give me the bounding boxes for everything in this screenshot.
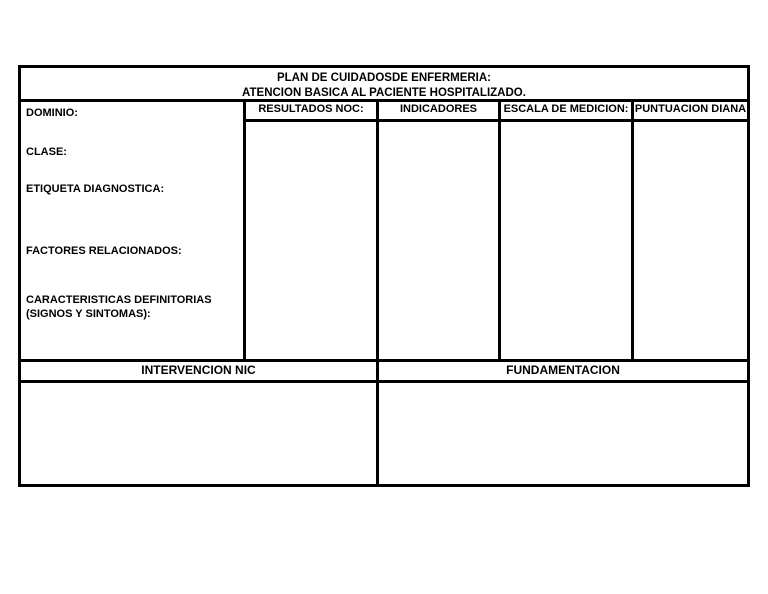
title-line-1: PLAN DE CUIDADOSDE ENFERMERIA:: [276, 72, 492, 84]
dominio-label: DOMINIO:: [26, 107, 78, 119]
resultados-noc-cell[interactable]: [246, 122, 376, 359]
divider: [243, 102, 246, 359]
title-line-2: ATENCION BASICA AL PACIENTE HOSPITALIZADO.: [242, 87, 526, 99]
intervencion-nic-header: INTERVENCION NIC: [141, 363, 256, 377]
puntuacion-diana-header: PUNTUACION DIANA: [634, 102, 747, 122]
divider: [498, 102, 501, 359]
divider: [631, 102, 634, 359]
intervencion-nic-cell[interactable]: [21, 383, 376, 484]
clase-label: CLASE:: [26, 146, 67, 158]
diagnosis-panel: [21, 102, 243, 359]
indicadores-cell[interactable]: [379, 122, 498, 359]
care-plan-form: [18, 65, 750, 487]
indicadores-header: INDICADORES: [379, 102, 498, 122]
form-title: [21, 68, 747, 102]
fundamentacion-header: FUNDAMENTACION: [506, 363, 620, 377]
factores-relacionados-label: FACTORES RELACIONADOS:: [26, 245, 182, 257]
escala-medicion-cell[interactable]: [501, 122, 631, 359]
resultados-noc-header: RESULTADOS NOC:: [246, 102, 376, 122]
escala-medicion-header: ESCALA DE MEDICION:: [501, 102, 631, 122]
divider: [376, 102, 379, 359]
etiqueta-diagnostica-label: ETIQUETA DIAGNOSTICA:: [26, 183, 165, 195]
caracteristicas-definitorias-label: CARACTERISTICAS DEFINITORIAS (SIGNOS Y SINTOMAS):: [26, 294, 212, 320]
fundamentacion-cell[interactable]: [379, 383, 747, 484]
puntuacion-diana-cell[interactable]: [634, 122, 747, 359]
